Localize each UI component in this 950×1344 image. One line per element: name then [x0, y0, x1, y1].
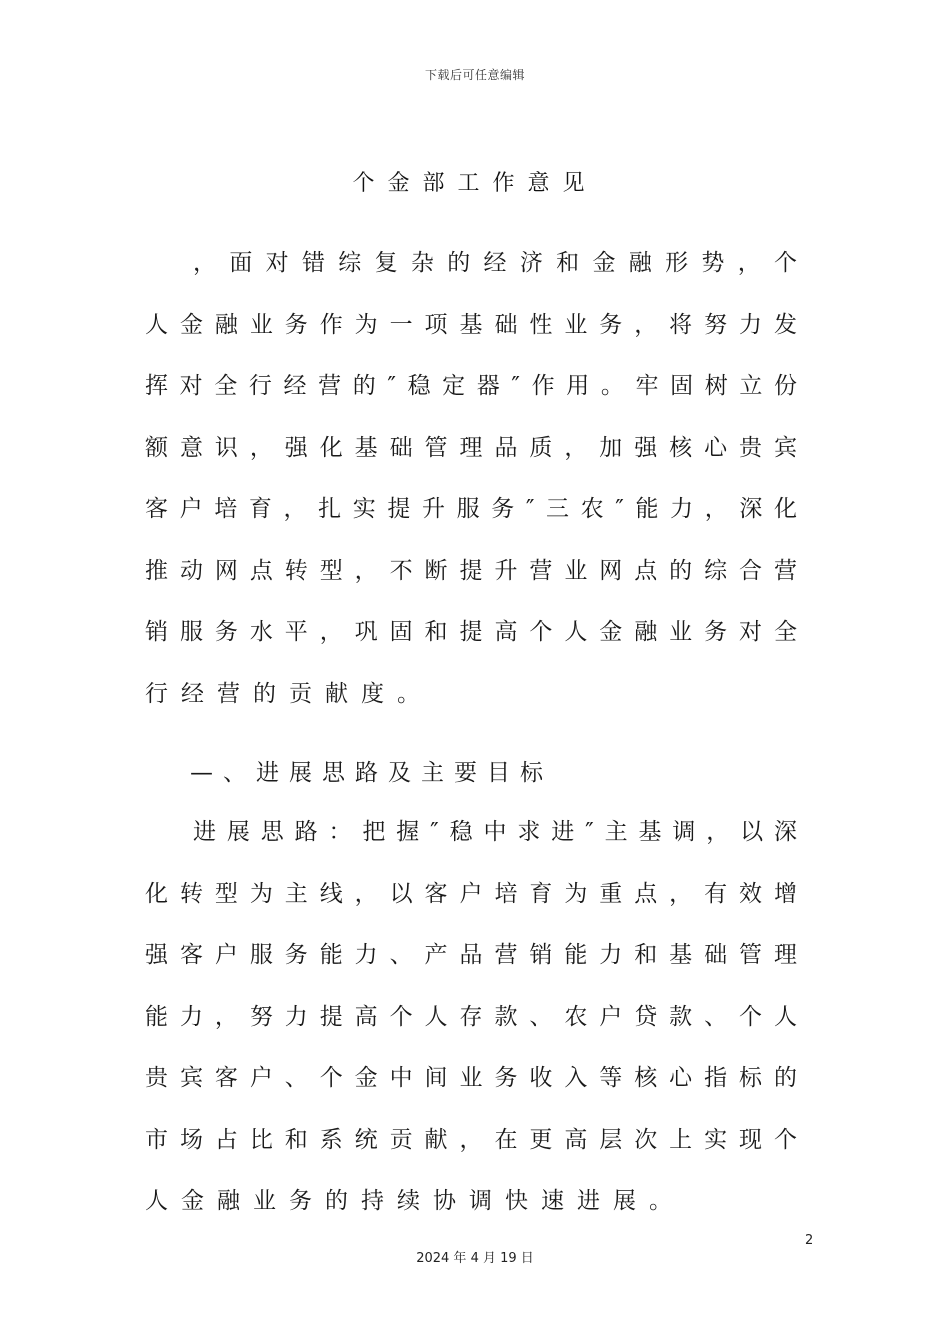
section-heading: —、进展思路及主要目标 [190, 760, 553, 786]
paragraph-line: 能力，努力提高个人存款、农户贷款、个人 [145, 1003, 797, 1030]
page-number: 2 [805, 1233, 814, 1248]
paragraph-line: ，面对错综复杂的经济和金融形势，个 [193, 250, 797, 276]
paragraph-line: 额意识，强化基础管理品质，加强核心贵宾 [145, 434, 797, 461]
paragraph-line: 行经营的贡献度。 [145, 680, 433, 707]
paragraph-line: 人金融业务的持续协调快速进展。 [145, 1188, 685, 1214]
paragraph-line: 人金融业务作为一项基础性业务，将努力发 [145, 311, 797, 338]
paragraph-line: 进展思路：把握″稳中求进″主基调，以深 [193, 819, 797, 845]
paragraph-approach [145, 802, 797, 1233]
header-note: 下载后可任意编辑 [424, 68, 525, 82]
paragraph-line: 市场占比和系统贡献，在更高层次上实现个 [145, 1126, 797, 1153]
paragraph-line: 化转型为主线，以客户培育为重点，有效增 [145, 880, 797, 907]
paragraph-line: 客户培育，扎实提升服务″三农″能力，深化 [145, 496, 797, 522]
paragraph-line: 推动网点转型，不断提升营业网点的综合营 [145, 557, 797, 584]
paragraph-line: 销服务水平，巩固和提高个人金融业务对全 [145, 619, 797, 645]
footer-date: 2024 年 4 月 19 日 [416, 1251, 534, 1266]
paragraph-line: 贵宾客户、个金中间业务收入等核心指标的 [145, 1065, 797, 1091]
paragraph-line: 挥对全行经营的″稳定器″作用。牢固树立份 [145, 373, 797, 399]
paragraph-line: 强客户服务能力、产品营销能力和基础管理 [145, 942, 797, 968]
document-title: 个金部工作意见 [352, 171, 598, 196]
paragraph-intro [145, 233, 797, 725]
